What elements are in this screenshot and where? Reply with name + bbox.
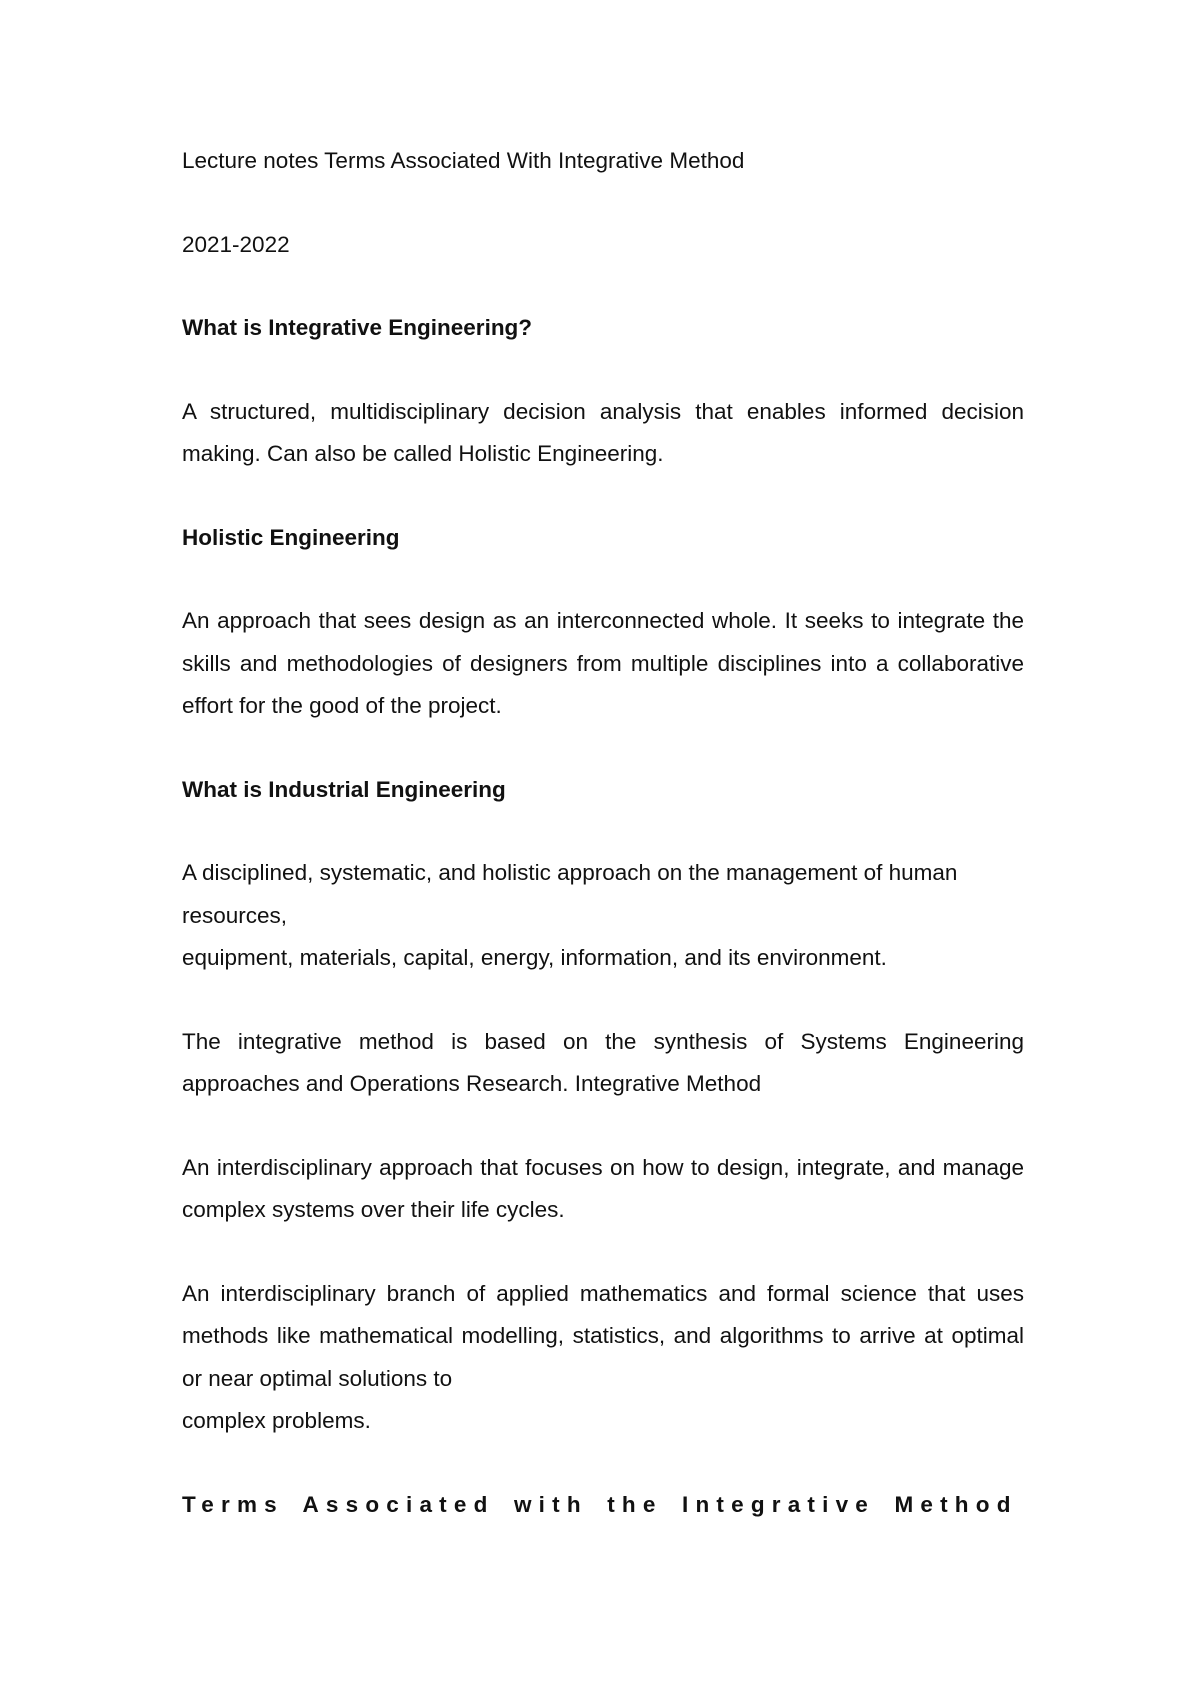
paragraph-industrial-engineering (182, 852, 1024, 980)
paragraph-operations-research-line-1: An interdisciplinary branch of applied mathematics and formal science that uses methods like mathematical modelling, statistics, and algorithms to arrive at optimal or near optimal solutions to (182, 1280, 1024, 1391)
paragraph-industrial-engineering-line-1: A disciplined, systematic, and holistic approach on the management of human resources, (182, 860, 958, 928)
academic-year: 2021-2022 (182, 231, 290, 257)
heading-terms-associated: Terms Associated with the Integrative Method (182, 1491, 1018, 1517)
paragraph-integrative-method-basis: The integrative method is based on the synthesis of Systems Engineering approaches and Operations Research. Integrative Method (182, 1028, 1024, 1096)
paragraph-operations-research-definition (182, 1273, 1024, 1443)
document-body (182, 140, 1024, 1526)
paragraph-integrative-engineering: A structured, multidisciplinary decision analysis that enables informed decision making. Can also be called Holistic Engineering. (182, 398, 1024, 466)
heading-industrial-engineering: What is Industrial Engineering (182, 776, 506, 802)
document-title: Lecture notes Terms Associated With Integrative Method (182, 148, 745, 173)
paragraph-systems-engineering-definition: An interdisciplinary approach that focuses on how to design, integrate, and manage complex systems over their life cycles. (182, 1154, 1024, 1222)
paragraph-holistic-engineering: An approach that sees design as an interconnected whole. It seeks to integrate the skills and methodologies of designers from multiple disciplines into a collaborative effort for the good of the project. (182, 608, 1024, 718)
heading-holistic-engineering: Holistic Engineering (182, 524, 400, 550)
paragraph-industrial-engineering-line-2: equipment, materials, capital, energy, information, and its environment. (182, 945, 887, 970)
paragraph-operations-research-line-2: complex problems. (182, 1408, 371, 1433)
heading-integrative-engineering: What is Integrative Engineering? (182, 315, 533, 340)
